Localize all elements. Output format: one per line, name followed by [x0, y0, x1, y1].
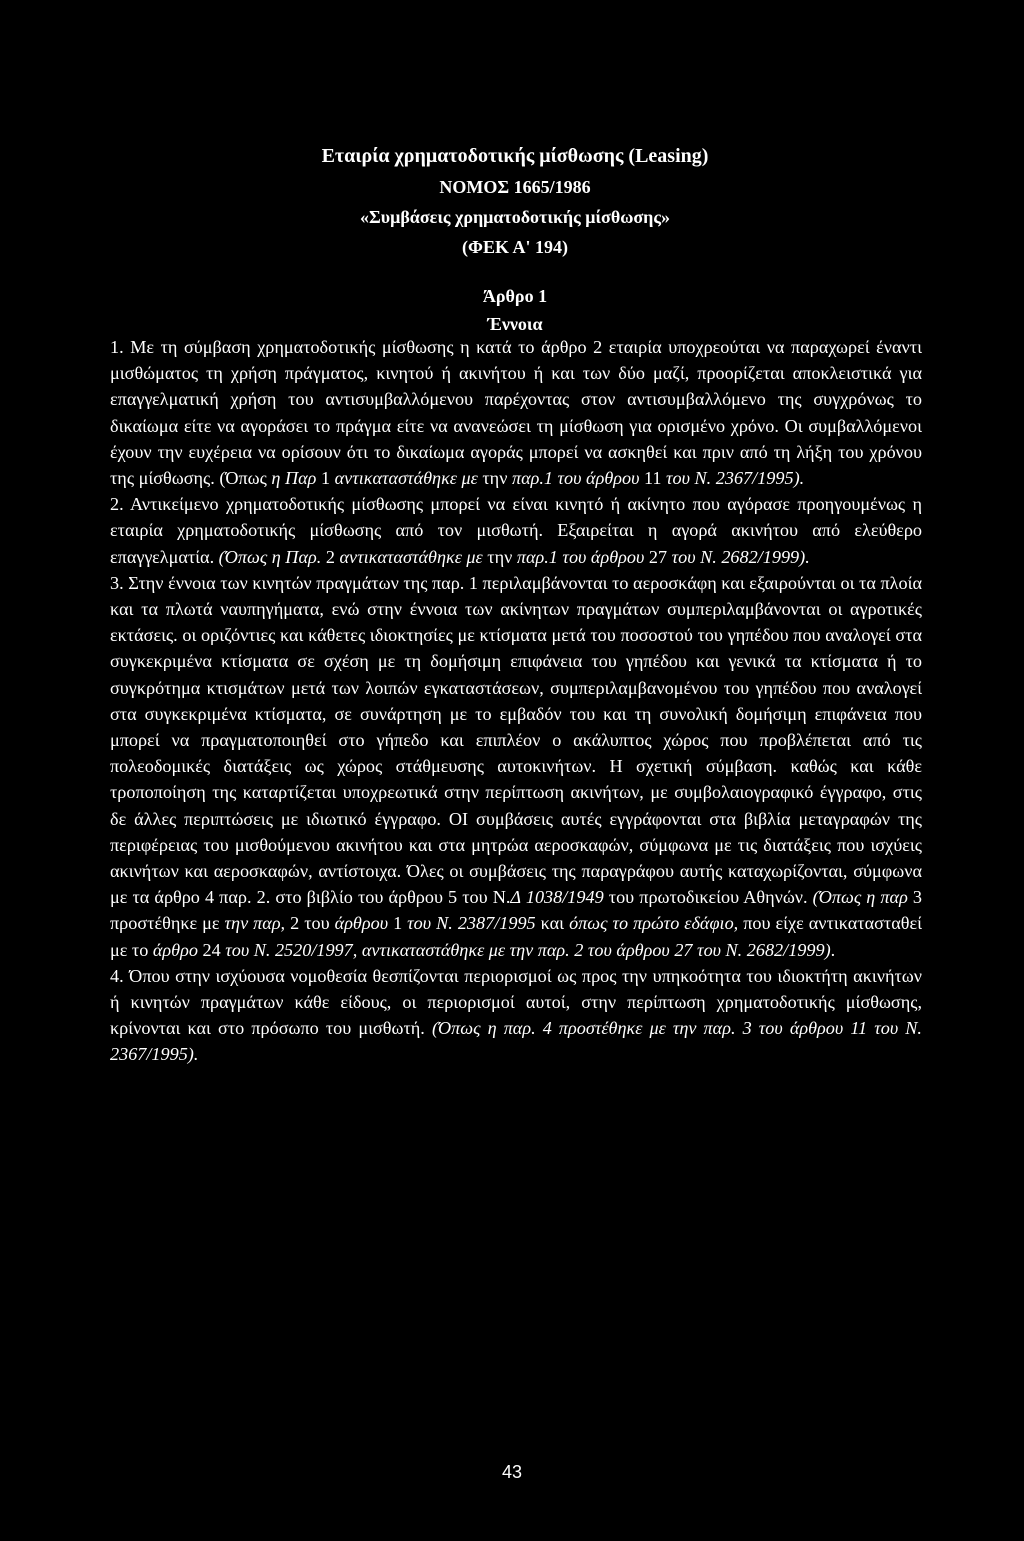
amendment-note: του Ν. 2367/1995). — [666, 468, 805, 489]
amendment-note: (Όπως η παρ — [812, 887, 913, 908]
paragraph-2 — [110, 491, 922, 570]
amendment-note: 1 — [320, 468, 335, 489]
amendment-note: την — [487, 546, 517, 567]
amendment-note: του Ν. 2520/1997, αντικαταστάθηκε με την παρ. 2 του άρθρου 27 του Ν. 2682/1999) — [225, 939, 831, 960]
amendment-note: . — [830, 939, 836, 960]
amendment-note: 11 — [643, 468, 667, 489]
header-law-title: «Συμβάσεις χρηματοδοτικής μίσθωσης» — [360, 207, 670, 227]
header-gazette-ref: (ΦΕΚ Α' 194) — [462, 237, 568, 257]
amendment-note: (Όπως η παρ. 4 προστέθηκε με την παρ. 3 του άρθρου 11 του Ν. 2367/1995). — [110, 1018, 922, 1065]
document-header — [110, 140, 920, 262]
amendment-note: του Ν. 2682/1999). — [671, 546, 810, 567]
header-law-number: ΝΟΜΟΣ 1665/1986 — [439, 177, 591, 197]
amendment-note: του Ν. 2387/1995 — [407, 913, 541, 934]
paragraph-2-text: 2. Αντικείμενο χρηματοδοτικής μίσθωσης μπορεί να είναι κινητό ή ακίνητο που αγόρασε προηγουμένως η εταιρία χρηματοδοτικής μίσθωσης από τον μισθωτή. Εξαιρείται η αγορά ακινήτου από ελεύθερο επαγγελματία. — [110, 494, 922, 567]
paragraph-4-text: 4. Όπου στην ισχύουσα νομοθεσία θεσπίζονται περιορισμοί ως προς την υπηκοότητα του ιδιοκτήτη ακινήτων ή κινητών πραγμάτων κάθε είδους, οι περιορισμοί αυτοί, στην περίπτωση χρηματοδοτικής μίσθωσης, κρίνονται και στο πρόσωπο του μισθωτή. — [110, 965, 922, 1039]
amendment-note: 3 προστέθηκε με — [110, 887, 922, 934]
paragraph-3-text: 3. Στην έννοια των κινητών πραγμάτων της παρ. 1 περιλαμβάνονται το αεροσκάφη και εξαιρούνται οι τα πλοία και τα πλωτά ναυπηγήματα, ενώ στην έννοια των ακίνητων πραγμάτων συμπεριλαμβάνονται οι αγροτικές εκτάσεις. οι οριζόντιες και κάθετες ιδιοκτησίες με κτίσματα μετά του ποσοστού του γηπέδου που αναλογεί στα συγκεκριμένα κτίσματα σε σχέση με τη δομήσιμη επιφάνεια του γηπέδου και γενικά τα κτίσματα ή το συγκρότημα κτισμάτων μετά των λοιπών εγκαταστάσεων, συμπεριλαμβανομένου του γηπέδου που αναλογεί στα συγκεκριμένα κτίσματα, σε συνάρτηση με το εμβαδόν του και τη συνολική δομήσιμη επιφάνεια που μπορεί να πραγματοποιηθεί στο γήπεδο και επιπλέον ο ακάλυπτος χώρος που προβλέπεται από τις πολεοδομικές διατάξεις ως χώρος στάθμευσης αυτοκινήτων. Η σχετική σύμβαση. καθώς και κάθε τροποποίηση της καταρτίζεται υποχρεωτικά στην περίπτωση ακινήτων, με συμβολαιογραφικό έγγραφο, στις δε άλλες περιπτώσεις με ιδιωτικό έγγραφο. ΟΙ συμβάσεις αυτές εγγράφονται στα βιβλία μεταγραφών της περιφέρειας του μισθούμενου ακινήτου και στα μητρώα αεροσκαφών, σύμφωνα με τις διατάξεις που ισχύεις ακινήτων και αεροσκαφών, αντίστοιχα. Όλες οι συμβάσεις της παραγράφου αυτής καταχωρίζονται, σύμφωνα με τα άρθρο 4 παρ. 2. στο βιβλίο του άρθρου 5 του Ν. — [110, 572, 922, 908]
amendment-note: 2 — [325, 546, 340, 567]
amendment-note: του πρωτοδικείου Αθηνών. — [603, 887, 813, 908]
amendment-note: την παρ, — [224, 913, 291, 934]
amendment-note: την — [482, 468, 512, 489]
paragraph-1-text: 1. Με τη σύμβαση χρηματοδοτικής μίσθωσης η κατά το άρθρο 2 εταιρία υποχρεούται να παραχωρεί έναντι μισθώματος τη χρήση πράγματος, κινητού ή ακινήτου ή και των δύο μαζί, προορίζεται αποκλειστικά για επαγγελματική χρήση του αντισυμβαλλόμενου παρέχοντας στον αντισυμβαλλόμενο της συγχρόνως το δικαίωμα είτε να αγοράσει το πράγμα είτε να ανανεώσει τη μίσθωση για ορισμένο χρόνο. Οι συμβαλλόμενοι έχουν την ευχέρεια να ορίσουν ότι το δικαίωμα αγοράς μπορεί να ασκηθεί και πριν από τη λήξη του χρόνου της μίσθωσης. — [110, 337, 922, 489]
amendment-note: 27 — [648, 546, 672, 567]
amendment-note: 24 — [202, 939, 226, 960]
header-title: Εταιρία χρηματοδοτικής μίσθωσης (Leasing) — [321, 145, 709, 167]
amendment-note: όπως το πρώτο εδάφιο, — [569, 913, 744, 934]
article-body — [110, 334, 922, 1068]
amendment-note: 2 του — [290, 913, 335, 934]
paragraph-1 — [110, 334, 922, 491]
paragraph-4 — [110, 963, 922, 1068]
amendment-note: άρθρου — [334, 913, 394, 934]
page-number: 43 — [501, 1462, 523, 1482]
amendment-note: αντικαταστάθηκε με — [339, 546, 488, 567]
article-heading — [110, 282, 920, 338]
amendment-note: (Όπως η Παρ. — [218, 546, 326, 567]
amendment-note: που είχε αντικατασταθεί με το — [110, 913, 922, 960]
amendment-note: Δ 1038/1949 — [510, 887, 604, 908]
amendment-note: παρ.1 του άρθρου — [516, 546, 649, 567]
amendment-note: (Όπως — [219, 468, 272, 489]
amendment-note: αντικαταστάθηκε με — [334, 468, 483, 489]
amendment-note: και — [540, 913, 570, 934]
amendment-note: 1 — [393, 913, 408, 934]
paragraph-3 — [110, 570, 922, 963]
article-title: Έννοια — [487, 314, 543, 334]
amendment-note: άρθρο — [152, 939, 203, 960]
amendment-note: παρ.1 του άρθρου — [511, 468, 644, 489]
article-number: Άρθρο 1 — [482, 286, 548, 306]
amendment-note: η Παρ — [271, 468, 321, 489]
